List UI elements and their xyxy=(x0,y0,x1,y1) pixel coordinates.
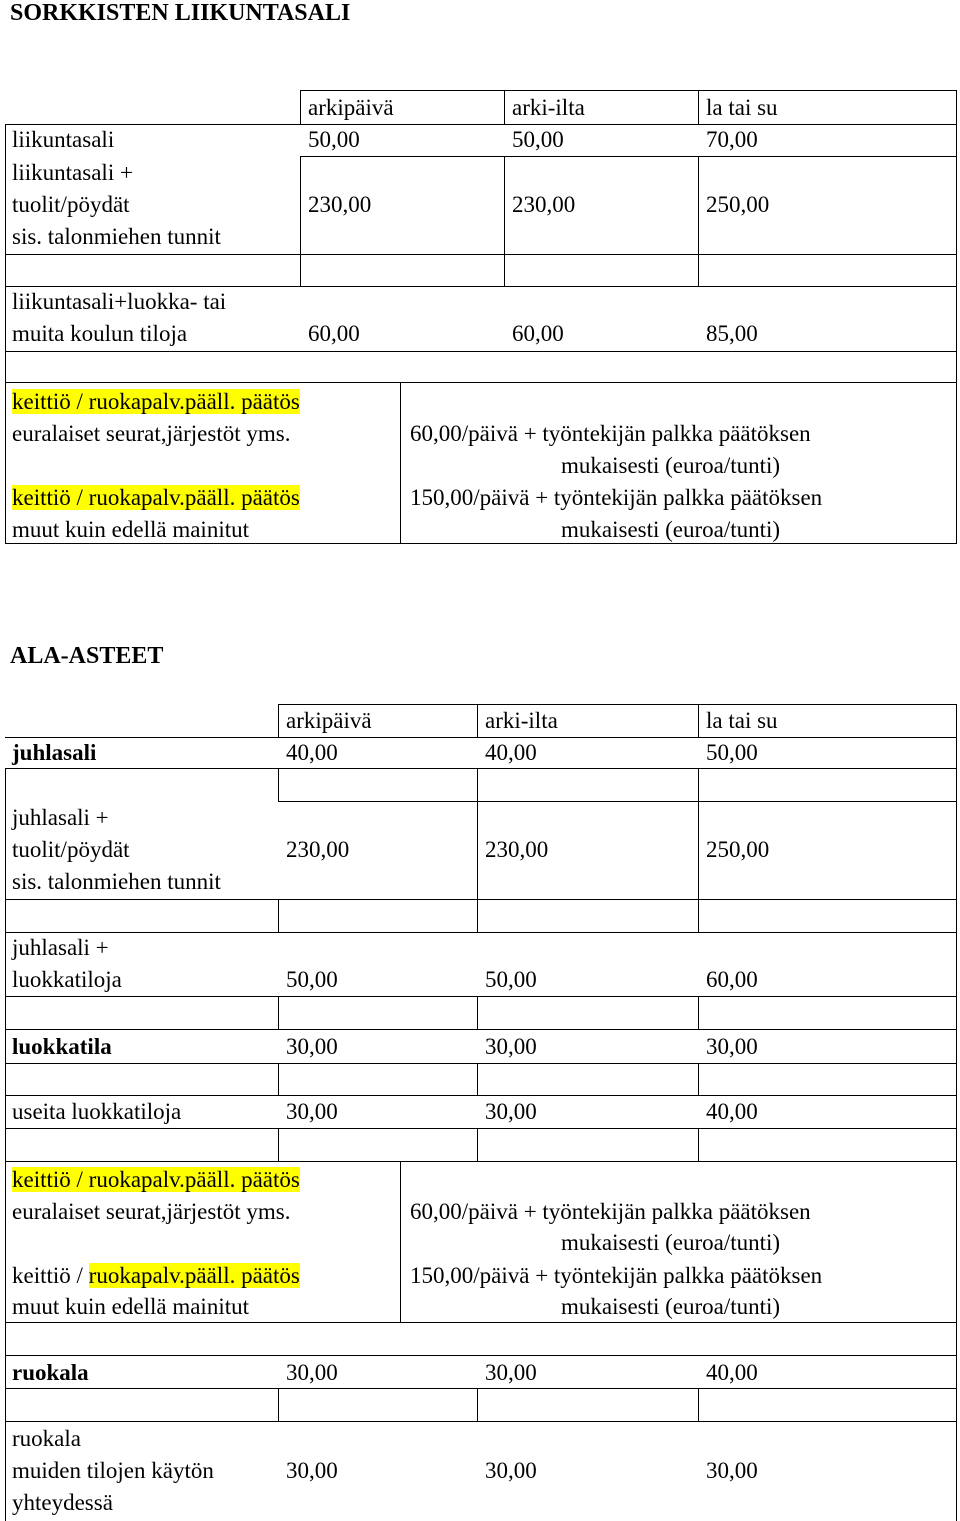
table-rule xyxy=(698,704,699,737)
price-cell: 70,00 xyxy=(706,127,758,152)
row-label: tuolit/pöydät xyxy=(12,192,130,217)
kitchen-price: mukaisesti (euroa/tunti) xyxy=(561,1294,781,1319)
price-cell: 30,00 xyxy=(286,1099,338,1124)
row-label: yhteydessä xyxy=(12,1490,113,1515)
table-rule xyxy=(278,768,279,801)
price-cell: 60,00 xyxy=(512,321,564,346)
kitchen-price: 150,00/päivä + työntekijän palkka päätöksen xyxy=(410,485,823,510)
table-rule xyxy=(698,90,699,124)
price-cell: 40,00 xyxy=(286,740,338,765)
row-label: sis. talonmiehen tunnit xyxy=(12,224,221,249)
table-rule xyxy=(5,254,957,255)
table-rule xyxy=(300,90,957,91)
kitchen-heading-text: keittiö / ruokapalv.pääll. päätös xyxy=(12,389,300,414)
kitchen-subtitle: euralaiset seurat,järjestöt yms. xyxy=(12,1199,291,1224)
table-rule xyxy=(5,932,957,933)
column-header: la tai su xyxy=(706,95,778,120)
section-title: SORKKISTEN LIIKUNTASALI xyxy=(10,0,351,26)
row-label: tuolit/pöydät xyxy=(12,837,130,862)
price-cell: 50,00 xyxy=(512,127,564,152)
table-rule xyxy=(698,899,699,932)
price-cell: 250,00 xyxy=(706,192,770,217)
price-cell: 60,00 xyxy=(308,321,360,346)
table-rule xyxy=(477,996,478,1029)
table-rule xyxy=(504,156,505,286)
price-cell: 30,00 xyxy=(485,1099,537,1124)
table-rule xyxy=(956,90,957,543)
table-rule xyxy=(698,1128,699,1161)
table-rule xyxy=(278,899,279,932)
kitchen-heading xyxy=(12,482,300,514)
kitchen-price: mukaisesti (euroa/tunti) xyxy=(561,1230,781,1255)
price-cell: 30,00 xyxy=(286,1034,338,1059)
row-label: liikuntasali xyxy=(12,127,115,152)
price-cell: 30,00 xyxy=(706,1034,758,1059)
table-rule xyxy=(477,1128,478,1161)
table-rule xyxy=(477,1388,478,1421)
kitchen-price: 60,00/päivä + työntekijän palkka päätöksen xyxy=(410,1199,811,1224)
row-label: sis. talonmiehen tunnit xyxy=(12,869,221,894)
kitchen-heading xyxy=(12,386,300,418)
table-rule xyxy=(300,156,957,157)
price-cell: 30,00 xyxy=(485,1034,537,1059)
price-cell: 50,00 xyxy=(286,967,338,992)
table-rule xyxy=(278,1128,279,1161)
column-header: arkipäivä xyxy=(308,95,394,120)
table-rule xyxy=(477,704,478,737)
price-cell: 230,00 xyxy=(512,192,576,217)
kitchen-price: 150,00/päivä + työntekijän palkka päätöksen xyxy=(410,1263,823,1288)
table-rule xyxy=(5,1355,957,1356)
table-rule xyxy=(278,1063,279,1095)
price-cell: 85,00 xyxy=(706,321,758,346)
table-rule xyxy=(5,1029,957,1030)
table-rule xyxy=(400,382,401,543)
table-rule xyxy=(278,704,279,737)
row-label: liikuntasali + xyxy=(12,160,133,185)
kitchen-heading xyxy=(12,1260,300,1292)
kitchen-heading-text: ruokapalv.pääll. päätös xyxy=(88,485,300,510)
table-rule xyxy=(400,1161,401,1322)
kitchen-subtitle: euralaiset seurat,järjestöt yms. xyxy=(12,421,291,446)
row-label: luokkatila xyxy=(12,1034,112,1059)
table-rule xyxy=(5,899,957,900)
row-label: muita koulun tiloja xyxy=(12,321,188,346)
table-rule xyxy=(698,1063,699,1095)
kitchen-price: mukaisesti (euroa/tunti) xyxy=(561,453,781,478)
table-rule xyxy=(5,737,957,738)
table-rule xyxy=(956,704,957,1521)
kitchen-price: mukaisesti (euroa/tunti) xyxy=(561,517,781,542)
price-cell: 230,00 xyxy=(286,837,350,862)
price-cell: 250,00 xyxy=(706,837,770,862)
section-title: ALA-ASTEET xyxy=(10,643,164,669)
kitchen-heading-text: keittiö / xyxy=(12,485,89,510)
kitchen-heading-text: ruokapalv.pääll. päätös xyxy=(88,1263,300,1288)
row-label: liikuntasali+luokka- tai xyxy=(12,289,227,314)
table-rule xyxy=(5,124,6,543)
price-cell: 230,00 xyxy=(308,192,372,217)
price-cell: 50,00 xyxy=(308,127,360,152)
row-label: ruokala xyxy=(12,1360,89,1385)
table-rule xyxy=(477,899,478,932)
table-rule xyxy=(278,801,957,802)
table-rule xyxy=(300,90,301,124)
column-header: arki-ilta xyxy=(512,95,585,120)
table-rule xyxy=(5,1128,957,1129)
column-header: arkipäivä xyxy=(286,708,372,733)
kitchen-heading-text: keittiö / xyxy=(12,1263,89,1288)
table-rule xyxy=(477,1063,478,1095)
table-rule xyxy=(5,351,957,352)
table-rule xyxy=(504,90,505,124)
table-rule xyxy=(698,996,699,1029)
price-cell: 30,00 xyxy=(706,1458,758,1483)
column-header: arki-ilta xyxy=(485,708,558,733)
kitchen-heading xyxy=(12,1164,300,1196)
price-cell: 50,00 xyxy=(485,967,537,992)
price-cell: 40,00 xyxy=(485,740,537,765)
table-rule xyxy=(5,124,957,125)
table-rule xyxy=(5,768,6,1521)
price-cell: 230,00 xyxy=(485,837,549,862)
price-cell: 30,00 xyxy=(485,1458,537,1483)
table-rule xyxy=(300,156,301,286)
table-rule xyxy=(698,768,699,899)
table-rule xyxy=(5,1388,957,1389)
row-label: useita luokkatiloja xyxy=(12,1099,182,1124)
row-label: luokkatiloja xyxy=(12,967,122,992)
table-rule xyxy=(5,1161,957,1162)
price-cell: 30,00 xyxy=(485,1360,537,1385)
price-cell: 40,00 xyxy=(706,1099,758,1124)
row-label: muiden tilojen käytön xyxy=(12,1458,214,1483)
kitchen-subtitle: muut kuin edellä mainitut xyxy=(12,517,249,542)
row-label: juhlasali + xyxy=(12,935,109,960)
price-cell: 30,00 xyxy=(286,1360,338,1385)
kitchen-subtitle: muut kuin edellä mainitut xyxy=(12,1294,249,1319)
table-rule xyxy=(5,996,957,997)
table-rule xyxy=(5,1063,957,1064)
table-rule xyxy=(278,1388,279,1421)
kitchen-price: 60,00/päivä + työntekijän palkka päätöksen xyxy=(410,421,811,446)
row-label: juhlasali xyxy=(12,740,97,765)
table-rule xyxy=(698,156,699,286)
table-rule xyxy=(5,1421,957,1422)
table-rule xyxy=(5,768,957,769)
row-label: juhlasali + xyxy=(12,805,109,830)
table-rule xyxy=(698,1388,699,1421)
price-cell: 50,00 xyxy=(706,740,758,765)
table-rule xyxy=(278,704,957,705)
row-label: ruokala xyxy=(12,1426,81,1451)
price-cell: 60,00 xyxy=(706,967,758,992)
table-rule xyxy=(278,996,279,1029)
table-rule xyxy=(5,382,957,383)
table-rule xyxy=(477,768,478,899)
column-header: la tai su xyxy=(706,708,778,733)
kitchen-heading-text: keittiö / ruokapalv.pääll. päätös xyxy=(12,1167,300,1192)
price-cell: 30,00 xyxy=(286,1458,338,1483)
price-cell: 40,00 xyxy=(706,1360,758,1385)
